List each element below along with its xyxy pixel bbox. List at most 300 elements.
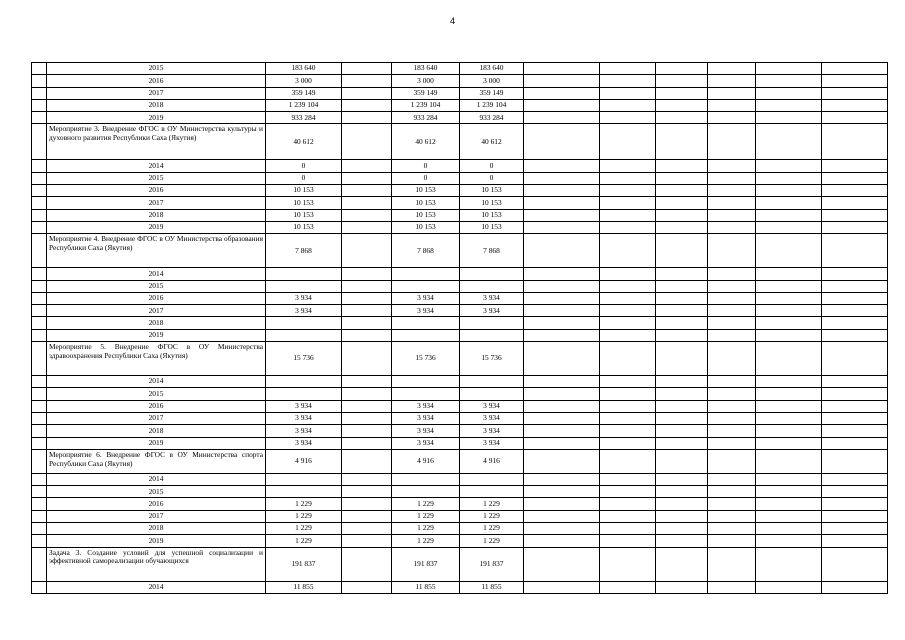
value-cell: 3 934 — [266, 412, 342, 424]
empty-cell — [600, 75, 656, 87]
empty-cell — [656, 209, 708, 221]
value-cell: 3 934 — [460, 437, 524, 449]
empty-cell — [708, 221, 756, 233]
empty-cell — [656, 268, 708, 280]
empty-cell — [756, 197, 822, 209]
empty-cell — [600, 425, 656, 437]
empty-cell — [822, 523, 888, 535]
row-margin-cell — [32, 172, 47, 184]
value-cell — [342, 535, 392, 547]
empty-cell — [756, 172, 822, 184]
empty-cell — [756, 342, 822, 376]
value-cell: 359 149 — [392, 87, 460, 99]
row-margin-cell — [32, 160, 47, 172]
value-cell: 933 284 — [392, 112, 460, 124]
value-cell: 0 — [266, 172, 342, 184]
year-row — [32, 581, 888, 593]
value-cell: 1 229 — [266, 535, 342, 547]
value-cell: 1 229 — [392, 498, 460, 510]
value-cell — [342, 292, 392, 304]
empty-cell — [708, 437, 756, 449]
value-cell: 0 — [460, 160, 524, 172]
empty-cell — [524, 221, 600, 233]
year-label: 2019 — [47, 112, 266, 124]
empty-cell — [656, 581, 708, 593]
value-cell — [342, 581, 392, 593]
empty-cell — [600, 437, 656, 449]
empty-cell — [822, 172, 888, 184]
event-description: Задача 3. Создание условий для успешной социализации и эффективной самореализации обучающихся — [47, 547, 266, 581]
empty-cell — [822, 317, 888, 329]
value-cell: 15 736 — [392, 342, 460, 376]
empty-cell — [708, 209, 756, 221]
year-label: 2017 — [47, 87, 266, 99]
row-margin-cell — [32, 510, 47, 522]
value-cell — [342, 473, 392, 485]
year-label: 2015 — [47, 388, 266, 400]
year-label: 2016 — [47, 498, 266, 510]
value-cell: 3 934 — [266, 305, 342, 317]
value-cell: 1 229 — [460, 498, 524, 510]
value-cell: 15 736 — [266, 342, 342, 376]
empty-cell — [756, 317, 822, 329]
value-cell: 40 612 — [392, 124, 460, 160]
empty-cell — [822, 268, 888, 280]
empty-cell — [822, 547, 888, 581]
empty-cell — [600, 234, 656, 268]
value-cell — [342, 99, 392, 111]
empty-cell — [524, 112, 600, 124]
empty-cell — [524, 412, 600, 424]
value-cell: 191 837 — [460, 547, 524, 581]
empty-cell — [708, 388, 756, 400]
empty-cell — [708, 342, 756, 376]
value-cell: 3 934 — [266, 400, 342, 412]
year-row — [32, 172, 888, 184]
row-margin-cell — [32, 221, 47, 233]
value-cell: 3 934 — [266, 292, 342, 304]
empty-cell — [656, 197, 708, 209]
empty-cell — [756, 523, 822, 535]
empty-cell — [600, 305, 656, 317]
empty-cell — [756, 547, 822, 581]
empty-cell — [822, 486, 888, 498]
value-cell — [342, 197, 392, 209]
empty-cell — [822, 581, 888, 593]
empty-cell — [656, 317, 708, 329]
empty-cell — [708, 197, 756, 209]
value-cell: 3 000 — [266, 75, 342, 87]
empty-cell — [708, 185, 756, 197]
year-label: 2014 — [47, 581, 266, 593]
year-row — [32, 75, 888, 87]
row-margin-cell — [32, 197, 47, 209]
value-cell — [392, 317, 460, 329]
empty-cell — [656, 437, 708, 449]
value-cell: 10 153 — [266, 209, 342, 221]
empty-cell — [656, 449, 708, 473]
year-row — [32, 112, 888, 124]
empty-cell — [822, 124, 888, 160]
empty-cell — [600, 486, 656, 498]
empty-cell — [756, 412, 822, 424]
empty-cell — [708, 400, 756, 412]
empty-cell — [708, 317, 756, 329]
value-cell: 11 855 — [392, 581, 460, 593]
row-margin-cell — [32, 400, 47, 412]
year-label: 2017 — [47, 197, 266, 209]
value-cell: 1 229 — [460, 510, 524, 522]
value-cell — [342, 547, 392, 581]
empty-cell — [822, 412, 888, 424]
empty-cell — [756, 221, 822, 233]
year-row — [32, 280, 888, 292]
empty-cell — [708, 412, 756, 424]
empty-cell — [708, 425, 756, 437]
value-cell — [342, 112, 392, 124]
empty-cell — [600, 221, 656, 233]
empty-cell — [756, 329, 822, 341]
empty-cell — [524, 425, 600, 437]
empty-cell — [600, 388, 656, 400]
empty-cell — [756, 234, 822, 268]
value-cell — [460, 329, 524, 341]
empty-cell — [524, 329, 600, 341]
empty-cell — [756, 388, 822, 400]
budget-table — [31, 62, 888, 594]
empty-cell — [822, 400, 888, 412]
empty-cell — [524, 172, 600, 184]
value-cell: 10 153 — [392, 197, 460, 209]
value-cell: 3 934 — [266, 425, 342, 437]
table-body — [32, 63, 888, 594]
event-row — [32, 234, 888, 268]
value-cell: 10 153 — [460, 185, 524, 197]
year-label: 2018 — [47, 523, 266, 535]
empty-cell — [708, 449, 756, 473]
empty-cell — [656, 510, 708, 522]
value-cell — [266, 486, 342, 498]
row-margin-cell — [32, 329, 47, 341]
value-cell: 3 934 — [392, 425, 460, 437]
empty-cell — [656, 388, 708, 400]
empty-cell — [708, 63, 756, 75]
empty-cell — [656, 523, 708, 535]
empty-cell — [600, 87, 656, 99]
empty-cell — [600, 99, 656, 111]
value-cell: 4 916 — [392, 449, 460, 473]
empty-cell — [524, 87, 600, 99]
empty-cell — [708, 292, 756, 304]
year-label: 2018 — [47, 99, 266, 111]
value-cell: 40 612 — [460, 124, 524, 160]
empty-cell — [756, 535, 822, 547]
value-cell: 40 612 — [266, 124, 342, 160]
empty-cell — [756, 581, 822, 593]
row-margin-cell — [32, 112, 47, 124]
empty-cell — [656, 547, 708, 581]
event-description: Мероприятие 6. Внедрение ФГОС в ОУ Министерства спорта Республики Саха (Якутия) — [47, 449, 266, 473]
empty-cell — [756, 449, 822, 473]
empty-cell — [708, 234, 756, 268]
year-row — [32, 437, 888, 449]
value-cell — [342, 305, 392, 317]
empty-cell — [524, 498, 600, 510]
year-label: 2015 — [47, 280, 266, 292]
row-margin-cell — [32, 425, 47, 437]
empty-cell — [822, 305, 888, 317]
event-row — [32, 547, 888, 581]
row-margin-cell — [32, 498, 47, 510]
row-margin-cell — [32, 63, 47, 75]
empty-cell — [656, 99, 708, 111]
empty-cell — [756, 498, 822, 510]
empty-cell — [656, 425, 708, 437]
empty-cell — [756, 376, 822, 388]
year-row — [32, 87, 888, 99]
empty-cell — [756, 124, 822, 160]
row-margin-cell — [32, 292, 47, 304]
year-row — [32, 400, 888, 412]
empty-cell — [524, 268, 600, 280]
value-cell: 10 153 — [460, 197, 524, 209]
value-cell: 10 153 — [392, 221, 460, 233]
value-cell — [266, 388, 342, 400]
empty-cell — [822, 280, 888, 292]
empty-cell — [524, 63, 600, 75]
empty-cell — [708, 581, 756, 593]
empty-cell — [524, 342, 600, 376]
value-cell: 10 153 — [392, 209, 460, 221]
value-cell — [266, 280, 342, 292]
row-margin-cell — [32, 437, 47, 449]
value-cell — [342, 268, 392, 280]
event-row — [32, 124, 888, 160]
value-cell — [266, 376, 342, 388]
empty-cell — [524, 185, 600, 197]
empty-cell — [600, 268, 656, 280]
empty-cell — [822, 535, 888, 547]
row-margin-cell — [32, 342, 47, 376]
year-row — [32, 317, 888, 329]
empty-cell — [600, 63, 656, 75]
value-cell — [342, 185, 392, 197]
empty-cell — [756, 425, 822, 437]
empty-cell — [656, 63, 708, 75]
empty-cell — [822, 376, 888, 388]
empty-cell — [656, 292, 708, 304]
value-cell — [342, 425, 392, 437]
year-label: 2018 — [47, 209, 266, 221]
year-row — [32, 523, 888, 535]
row-margin-cell — [32, 280, 47, 292]
value-cell — [342, 160, 392, 172]
empty-cell — [600, 449, 656, 473]
empty-cell — [756, 510, 822, 522]
empty-cell — [524, 160, 600, 172]
year-label: 2017 — [47, 305, 266, 317]
value-cell: 3 000 — [460, 75, 524, 87]
value-cell: 10 153 — [392, 185, 460, 197]
value-cell: 1 239 104 — [460, 99, 524, 111]
value-cell: 4 916 — [266, 449, 342, 473]
empty-cell — [708, 124, 756, 160]
event-description: Мероприятие 4. Внедрение ФГОС в ОУ Министерства образования Республики Саха (Якутия) — [47, 234, 266, 268]
year-row — [32, 510, 888, 522]
empty-cell — [822, 473, 888, 485]
empty-cell — [708, 535, 756, 547]
empty-cell — [656, 305, 708, 317]
value-cell — [342, 510, 392, 522]
empty-cell — [524, 523, 600, 535]
empty-cell — [656, 412, 708, 424]
event-row — [32, 342, 888, 376]
value-cell — [342, 280, 392, 292]
row-margin-cell — [32, 185, 47, 197]
row-margin-cell — [32, 547, 47, 581]
empty-cell — [822, 437, 888, 449]
empty-cell — [600, 510, 656, 522]
value-cell: 7 868 — [266, 234, 342, 268]
empty-cell — [600, 473, 656, 485]
value-cell — [342, 400, 392, 412]
empty-cell — [708, 510, 756, 522]
event-row — [32, 449, 888, 473]
empty-cell — [600, 185, 656, 197]
value-cell — [342, 342, 392, 376]
empty-cell — [524, 510, 600, 522]
year-row — [32, 486, 888, 498]
empty-cell — [600, 209, 656, 221]
value-cell: 933 284 — [266, 112, 342, 124]
empty-cell — [524, 486, 600, 498]
value-cell — [342, 234, 392, 268]
value-cell: 3 934 — [392, 400, 460, 412]
empty-cell — [822, 99, 888, 111]
year-label: 2014 — [47, 473, 266, 485]
empty-cell — [822, 425, 888, 437]
year-label: 2015 — [47, 63, 266, 75]
empty-cell — [708, 160, 756, 172]
event-description: Мероприятие 5. Внедрение ФГОС в ОУ Министерства здравоохранения Республики Саха (Якутия) — [47, 342, 266, 376]
empty-cell — [756, 437, 822, 449]
empty-cell — [756, 112, 822, 124]
year-label: 2018 — [47, 425, 266, 437]
empty-cell — [600, 535, 656, 547]
value-cell: 1 229 — [392, 510, 460, 522]
value-cell: 1 229 — [460, 523, 524, 535]
value-cell: 183 640 — [392, 63, 460, 75]
empty-cell — [524, 535, 600, 547]
value-cell — [460, 317, 524, 329]
value-cell — [342, 329, 392, 341]
row-margin-cell — [32, 268, 47, 280]
year-row — [32, 498, 888, 510]
empty-cell — [600, 172, 656, 184]
year-row — [32, 209, 888, 221]
year-row — [32, 197, 888, 209]
value-cell: 3 000 — [392, 75, 460, 87]
year-label: 2014 — [47, 268, 266, 280]
value-cell: 183 640 — [460, 63, 524, 75]
empty-cell — [524, 124, 600, 160]
value-cell — [266, 317, 342, 329]
empty-cell — [600, 329, 656, 341]
empty-cell — [656, 124, 708, 160]
year-label: 2014 — [47, 376, 266, 388]
row-margin-cell — [32, 75, 47, 87]
value-cell: 0 — [460, 172, 524, 184]
value-cell — [460, 486, 524, 498]
empty-cell — [656, 329, 708, 341]
year-row — [32, 160, 888, 172]
empty-cell — [708, 172, 756, 184]
empty-cell — [524, 292, 600, 304]
value-cell — [392, 473, 460, 485]
row-margin-cell — [32, 99, 47, 111]
empty-cell — [524, 99, 600, 111]
year-row — [32, 221, 888, 233]
year-row — [32, 412, 888, 424]
value-cell: 7 868 — [392, 234, 460, 268]
value-cell: 3 934 — [392, 292, 460, 304]
row-margin-cell — [32, 376, 47, 388]
empty-cell — [656, 234, 708, 268]
empty-cell — [524, 197, 600, 209]
value-cell: 10 153 — [460, 221, 524, 233]
value-cell — [392, 280, 460, 292]
year-label: 2017 — [47, 412, 266, 424]
value-cell: 3 934 — [392, 437, 460, 449]
empty-cell — [708, 112, 756, 124]
empty-cell — [822, 234, 888, 268]
value-cell: 10 153 — [460, 209, 524, 221]
value-cell: 1 229 — [266, 523, 342, 535]
value-cell: 183 640 — [266, 63, 342, 75]
empty-cell — [524, 547, 600, 581]
value-cell — [266, 473, 342, 485]
value-cell: 359 149 — [460, 87, 524, 99]
empty-cell — [656, 498, 708, 510]
year-label: 2015 — [47, 172, 266, 184]
row-margin-cell — [32, 87, 47, 99]
empty-cell — [756, 209, 822, 221]
empty-cell — [822, 197, 888, 209]
empty-cell — [756, 268, 822, 280]
empty-cell — [656, 75, 708, 87]
year-row — [32, 376, 888, 388]
empty-cell — [600, 498, 656, 510]
value-cell: 3 934 — [460, 425, 524, 437]
row-margin-cell — [32, 234, 47, 268]
empty-cell — [822, 221, 888, 233]
value-cell: 0 — [266, 160, 342, 172]
row-margin-cell — [32, 317, 47, 329]
row-margin-cell — [32, 305, 47, 317]
empty-cell — [600, 412, 656, 424]
value-cell — [342, 87, 392, 99]
empty-cell — [600, 112, 656, 124]
empty-cell — [822, 388, 888, 400]
empty-cell — [756, 63, 822, 75]
value-cell — [342, 486, 392, 498]
empty-cell — [708, 87, 756, 99]
empty-cell — [708, 99, 756, 111]
value-cell — [342, 449, 392, 473]
value-cell — [460, 473, 524, 485]
value-cell: 1 229 — [392, 535, 460, 547]
row-margin-cell — [32, 535, 47, 547]
